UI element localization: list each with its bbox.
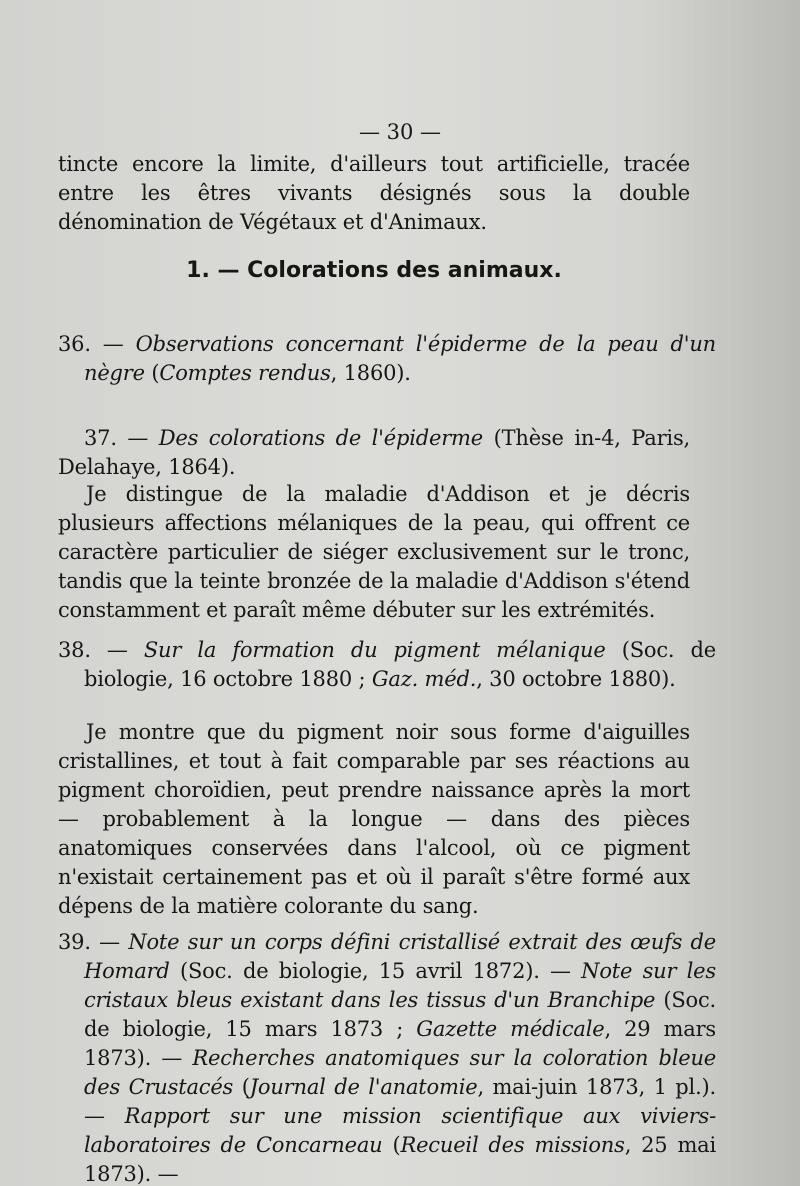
entry-number: 38. — bbox=[58, 638, 128, 662]
entry-title: Sur la formation du pigment mélanique bbox=[143, 638, 606, 662]
entry-number: 39. — bbox=[58, 930, 120, 954]
entry-citation: , 25 mai 1873). — bbox=[84, 1133, 716, 1186]
entry-journal: Journal de l'anatomie bbox=[249, 1075, 478, 1099]
entry-journal: Comptes rendus bbox=[159, 361, 331, 385]
entry-journal: Gazette médicale bbox=[416, 1017, 605, 1041]
section-heading: 1. — Colorations des animaux. bbox=[186, 258, 562, 283]
entry-title: Note sur les cristaux bleus existant dans les tissus d'un Branchipe bbox=[84, 959, 716, 1012]
entry-title: Recherches anatomiques sur la coloration bleue des Crustacés bbox=[84, 1046, 716, 1099]
entry-citation: (Soc. de biologie, 16 octobre 1880 ; bbox=[84, 638, 716, 691]
entry-citation: , 29 mars 1873). — bbox=[84, 1017, 716, 1070]
entry-number: 37. — bbox=[84, 426, 149, 450]
entry-number: 36. — bbox=[58, 332, 124, 356]
entry-citation: , mai-juin 1873, 1 pl.). — bbox=[84, 1075, 717, 1128]
entry-38 bbox=[58, 636, 716, 694]
entry-citation: (Thèse in-4, Paris, Delahaye, 1864). bbox=[58, 426, 690, 479]
entry-title: Observations concernant l'épiderme de la peau d'un nègre bbox=[84, 332, 717, 385]
entry-citation: , 1860). bbox=[330, 361, 411, 385]
entry-title: Des colorations de l'épiderme bbox=[158, 426, 483, 450]
entry-title: Rapport sur une mission scientifique aux viviers-laboratoires de Concarneau bbox=[84, 1104, 717, 1157]
entry-39 bbox=[58, 928, 716, 1186]
entry-journal: Recueil des missions bbox=[400, 1133, 625, 1157]
entry-36 bbox=[58, 330, 716, 388]
entry-38-description: Je montre que du pigment noir sous forme d'aiguilles cristallines, et tout à fait comparable par ses réactions au pigment choroïdien, peut prendre naissance après la mort — probablement à la longue — dans des pièces anatomiques conservées dans l'alcool, où ce pigment n'existait certainement pas et où il paraît s'être formé aux dépens de la matière colorante du sang. bbox=[58, 720, 690, 918]
intro-paragraph: tincte encore la limite, d'ailleurs tout artificielle, tracée entre les êtres vivants désignés sous la double dénomination de Végétaux et d'Animaux. bbox=[58, 152, 690, 234]
entry-citation: ( bbox=[144, 361, 160, 385]
entry-37-description: Je distingue de la maladie d'Addison et je décris plusieurs affections mélaniques de la peau, qui offrent ce caractère particulier de siéger exclusivement sur le tronc, tandis que la teinte bronzée de la maladie d'Addison s'étend constamment et paraît même débuter sur les extrémités. bbox=[58, 482, 690, 622]
entry-citation: (Soc. de biologie, 15 mars 1873 ; bbox=[84, 988, 716, 1041]
entry-citation: ( bbox=[233, 1075, 250, 1099]
page-number: — 30 — bbox=[358, 120, 442, 144]
entry-journal: Gaz. méd. bbox=[371, 667, 477, 691]
entry-title: Note sur un corps défini cristallisé extrait des œufs de Homard bbox=[84, 930, 716, 983]
entry-37 bbox=[58, 424, 690, 482]
entry-citation: ( bbox=[382, 1133, 401, 1157]
entry-citation: , 30 octobre 1880). bbox=[476, 667, 676, 691]
entry-citation: (Soc. de biologie, 15 avril 1872). — bbox=[169, 959, 582, 983]
